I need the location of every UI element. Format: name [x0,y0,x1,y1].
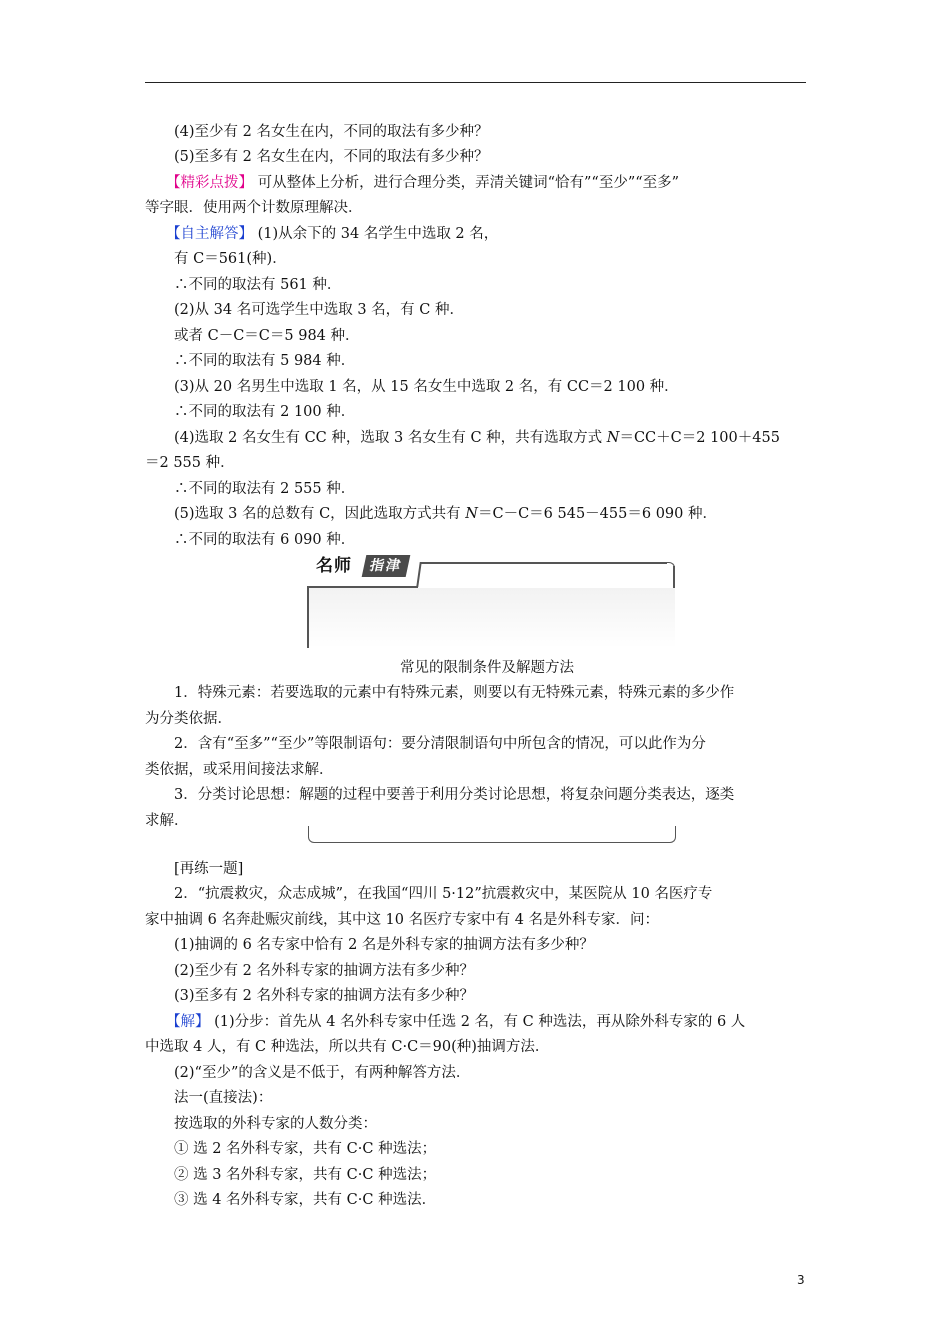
text-line: 中选取 4 人，有 C 种选法，所以共有 C·C＝90(种)抽调方法． [145,1039,550,1055]
text-line: 为分类依据． [145,711,232,727]
text-line: (2)至少有 2 名外科专家的抽调方法有多少种？ [174,963,474,979]
text-line: (4)选取 2 名女生有 CC 种，选取 3 名女生有 C 种，共有选取方式 N＝CC＋C＝2 100＋455 [174,430,780,446]
tag-highlight: 【精彩点拨】 [166,175,253,191]
text-line: (3)至多有 2 名外科专家的抽调方法有多少种？ [174,988,474,1004]
text-line: (5)选取 3 名的总数有 C，因此选取方式共有 N＝C－C＝6 545－455＝6 090 种． [174,506,717,522]
tag-answer: 【自主解答】 [166,226,253,242]
text-line: (4)至少有 2 名女生在内，不同的取法有多少种？ [174,124,489,140]
text-line: 家中抽调 6 名奔赴赈灾前线，其中这 10 名医疗专家中有 4 名是外科专家．问： [145,912,660,928]
text-line: ∴不同的取法有 6 090 种． [174,532,356,548]
text-line: 【解】 (1)分步：首先从 4 名外科专家中任选 2 名，有 C 种选法，再从除外科专家的 6 人 [166,1014,746,1030]
text-line: 法一(直接法)： [174,1090,273,1106]
text-line: 2．含有“至多”“至少”等限制语句：要分清限制语句中所包含的情况，可以此作为分 [174,736,706,752]
text-line: 【精彩点拨】 可从整体上分析，进行合理分类，弄清关键词“恰有”“至少”“至多” [166,175,680,191]
text-line: 求解． [145,813,189,829]
box-title: 常见的限制条件及解题方法 [400,660,574,676]
text-line: 【自主解答】 (1)从余下的 34 名学生中选取 2 名， [166,226,499,242]
text-line: 等字眼．使用两个计数原理解决． [145,200,363,216]
header-rule [145,82,806,83]
text-line: ① 选 2 名外科专家，共有 C·C 种选法； [174,1141,437,1157]
box-top-border [421,562,667,564]
badge-label-inverse: 指津 [362,555,411,577]
box-corner [666,562,675,571]
text-line: 类依据，或采用间接法求解． [145,762,334,778]
badge-label: 名师 [316,556,352,576]
text-line: 1．特殊元素：若要选取的元素中有特殊元素，则要以有无特殊元素，特殊元素的多少作 [174,685,735,701]
text-line: (1)抽调的 6 名专家中恰有 2 名是外科专家的抽调方法有多少种？ [174,937,594,953]
text-line: (3)从 20 名男生中选取 1 名，从 15 名女生中选取 2 名，有 CC＝2 100 种． [174,379,679,395]
text-line: (2)从 34 名可选学生中选取 3 名，有 C 种． [174,302,464,318]
text-line: ∴不同的取法有 2 100 种． [174,404,356,420]
text-line: (5)至多有 2 名女生在内，不同的取法有多少种？ [174,149,489,165]
box-notch [416,562,421,587]
text-line: ∴不同的取法有 5 984 种． [174,353,356,369]
box-bottom-border [308,826,676,843]
text-line: 2．“抗震救灾，众志成城”，在我国“四川 5·12”抗震救灾中，某医院从 10 名医疗专 [174,886,713,902]
text-line: 或者 C－C＝C＝5 984 种． [174,328,360,344]
text-line: ∴不同的取法有 561 种． [174,277,342,293]
text-line: 有 C＝561(种)． [174,251,287,267]
tag-solution: 【解】 [166,1014,210,1030]
text-line: ② 选 3 名外科专家，共有 C·C 种选法； [174,1167,437,1183]
text-line: 按选取的外科专家的人数分类： [174,1116,377,1132]
section-label: [再练一题] [174,861,244,877]
box-shade [309,588,675,648]
text-line: (2)“至少”的含义是不低于，有两种解答方法． [174,1065,471,1081]
text-line: ③ 选 4 名外科专家，共有 C·C 种选法． [174,1192,437,1208]
teacher-tip-badge [316,554,414,580]
text-line: ＝2 555 种． [145,455,235,471]
text-line: 3．分类讨论思想：解题的过程中要善于利用分类讨论思想，将复杂问题分类表达，逐类 [174,787,735,803]
text-line: ∴不同的取法有 2 555 种． [174,481,356,497]
page-number: 3 [797,1273,805,1287]
